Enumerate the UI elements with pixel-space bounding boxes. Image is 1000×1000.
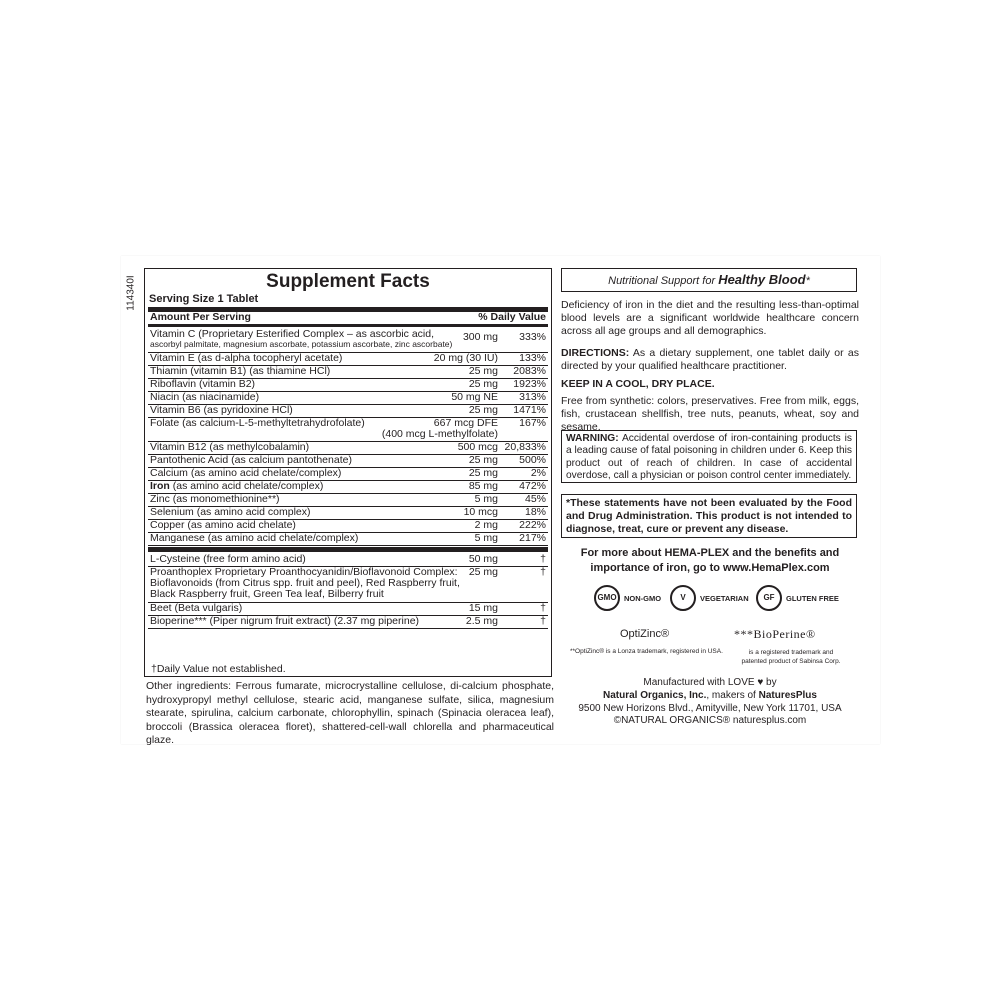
amount-header: Amount Per Serving <box>150 311 251 323</box>
bioperine-logo: ***BioPerine® <box>734 627 816 641</box>
nutrient-name: Copper (as amino acid chelate) <box>150 519 296 531</box>
nutrient-row <box>148 519 548 533</box>
other-ingredients: Other ingredients: Ferrous fumarate, microcrystalline cellulose, di-calcium phosphate, hydroxypropyl methyl cellulose, stearic acid, manganese sulfate, silica, magnesium stearate, spirulina, calcium carbonate, chlorophyllin, spinach (Spinacia oleracea leaf), broccoli (Brassica oleracea floret), shattered-cell-wall chlorella and pharmaceutical glaze. <box>146 680 554 746</box>
nutrient-name: Riboflavin (vitamin B2) <box>150 378 256 390</box>
nutrient-amount: 300 mg <box>462 331 498 343</box>
nutrient-dv: 18% <box>524 506 546 518</box>
nutrient-name: Thiamin (vitamin B1) (as thiamine HCl) <box>150 365 331 377</box>
nutrient-amount: 20 mg (30 IU) <box>433 352 498 364</box>
ingredient-name: Bioperine*** (Piper nigrum fruit extract) (2.37 mg piperine) <box>150 615 420 627</box>
ingredient-name: L-Cysteine (free form amino acid) <box>150 553 306 565</box>
ingredient-dv: † <box>540 553 546 565</box>
gluten-free-label: GLUTEN FREE <box>786 594 839 603</box>
nutrient-amount: 5 mg <box>474 493 498 505</box>
nutrient-dv: 2% <box>530 467 546 479</box>
fda-disclaimer: *These statements have not been evaluated by the Food and Drug Administration. This product is not intended to diagnose, treat, cure or prevent any disease. <box>561 494 857 538</box>
ingredient-row <box>148 566 548 603</box>
serving-size: Serving Size 1 Tablet <box>149 293 259 305</box>
vegetarian-label: VEGETARIAN <box>700 594 749 603</box>
ingredient-dv: † <box>540 566 546 578</box>
nutrient-amount: 10 mcg <box>463 506 498 518</box>
nutrient-row <box>148 391 548 405</box>
nutrient-dv: 222% <box>519 519 546 531</box>
nutrient-row <box>148 378 548 392</box>
nutrient-name: Vitamin E (as d-alpha tocopheryl acetate) <box>150 352 343 364</box>
nutrient-amount: 50 mg NE <box>451 391 498 403</box>
warning-box: WARNING: Accidental overdose of iron-containing products is a leading cause of fatal poisoning in children under 6. Keep this product out of reach of children. In case of accidental overdose, call a physician or poison control center immediately. <box>561 430 857 483</box>
nutrient-row <box>148 506 548 520</box>
nutrient-name: Vitamin B6 (as pyridoxine HCl) <box>150 404 293 416</box>
nutrient-dv: 1471% <box>513 404 546 416</box>
nutrient-name: Vitamin B12 (as methylcobalamin) <box>150 441 310 453</box>
nutrient-amount: 25 mg <box>468 378 498 390</box>
nutrient-name: Niacin (as niacinamide) <box>150 391 260 403</box>
nutrient-amount: 500 mcg <box>457 441 498 453</box>
supplement-facts-panel <box>144 268 552 677</box>
nutrient-row <box>148 480 548 494</box>
nutrient-dv: 217% <box>519 532 546 544</box>
nutrient-name: Vitamin C (Proprietary Esterified Complex – as ascorbic acid, <box>150 328 434 340</box>
nutrient-row <box>148 454 548 468</box>
nutrient-dv: 313% <box>519 391 546 403</box>
non-gmo-icon: GMO <box>594 585 620 611</box>
ingredient-dv: † <box>540 615 546 627</box>
free-from-text: Free from synthetic: colors, preservatives. Free from milk, eggs, fish, crustacean shellfish, tree nuts, peanuts, wheat, soy and sesame. <box>561 395 859 434</box>
ingredient-name: Beet (Beta vulgaris) <box>150 602 243 614</box>
nutrient-row <box>148 328 548 353</box>
nutrient-amount: 5 mg <box>474 532 498 544</box>
lot-code: 114340I <box>125 275 137 311</box>
nutrient-amount: 667 mcg DFE <box>433 417 498 429</box>
nutrient-row <box>148 467 548 481</box>
intro-text: Deficiency of iron in the diet and the resulting less-than-optimal blood levels are a significant worldwide healthcare concern across all age groups and all demographics. <box>561 299 859 338</box>
ingredient-name: Proanthoplex Proprietary Proanthocyanidin/Bioflavonoid Complex: <box>150 566 458 578</box>
nutrient-dv: 133% <box>519 352 546 364</box>
directions: DIRECTIONS: As a dietary supplement, one tablet daily or as directed by your qualified healthcare practitioner. <box>561 347 859 373</box>
ingredient-dv: † <box>540 602 546 614</box>
vegetarian-icon: V <box>670 585 696 611</box>
nutrient-dv: 20,833% <box>504 441 546 453</box>
nutrient-dv: 1923% <box>513 378 546 390</box>
nutrient-name: Iron (as amino acid chelate/complex) <box>150 480 324 492</box>
nutrient-name: Selenium (as amino acid complex) <box>150 506 311 518</box>
divider-medium <box>148 324 548 327</box>
nutrient-name: Calcium (as amino acid chelate/complex) <box>150 467 342 479</box>
ingredient-row <box>148 615 548 629</box>
ingredient-amount: 15 mg <box>468 602 498 614</box>
more-info: For more about HEMA-PLEX and the benefits and importance of iron, go to www.HemaPlex.com <box>580 547 840 574</box>
bioperine-note: is a registered trademark and patented product of Sabinsa Corp. <box>741 649 841 665</box>
optizinc-logo: OptiZinc® <box>620 628 670 640</box>
nutrient-row <box>148 404 548 418</box>
nutrient-amount-detail: (400 mcg L-methylfolate) <box>381 428 498 440</box>
nutrient-row <box>148 365 548 379</box>
nutrient-source: ascorbyl palmitate, magnesium ascorbate, potassium ascorbate, zinc ascorbate) <box>150 339 453 349</box>
ingredient-amount: 2.5 mg <box>465 615 498 627</box>
claim-box: Nutritional Support for Healthy Blood* <box>561 268 857 292</box>
nutrient-amount: 25 mg <box>468 467 498 479</box>
facts-title: Supplement Facts <box>266 271 430 292</box>
nutrient-dv: 472% <box>519 480 546 492</box>
nutrient-amount: 2 mg <box>474 519 498 531</box>
nutrient-dv: 45% <box>524 493 546 505</box>
ingredient-amount: 50 mg <box>468 553 498 565</box>
optizinc-note: **OptiZinc® is a Lonza trademark, registered in USA. <box>570 648 723 655</box>
nutrient-row <box>148 441 548 455</box>
nutrient-dv: 167% <box>519 417 546 429</box>
certification-badges <box>594 585 839 615</box>
nutrient-amount: 25 mg <box>468 404 498 416</box>
storage-instructions: KEEP IN A COOL, DRY PLACE. <box>561 378 715 390</box>
nutrient-name: Zinc (as monomethionine**) <box>150 493 280 505</box>
nutrient-name-bold: Iron <box>150 480 170 492</box>
nutrient-name: Pantothenic Acid (as calcium pantothenate) <box>150 454 352 466</box>
ingredient-amount: 25 mg <box>468 566 498 578</box>
manufacturer-info: Manufactured with LOVE ♥ by Natural Organics, Inc., makers of NaturesPlus 9500 New Horizons Blvd., Amityville, New York 11701, USA ©NATURAL ORGANICS® naturesplus.com <box>578 677 842 727</box>
nutrient-row <box>148 352 548 366</box>
divider-thick <box>148 547 548 552</box>
nutrient-amount: 85 mg <box>468 480 498 492</box>
nutrient-row <box>148 417 548 442</box>
nutrient-name: Folate (as calcium-L-5-methyltetrahydrofolate) <box>150 417 365 429</box>
nutrient-amount: 25 mg <box>468 454 498 466</box>
nutrient-amount: 25 mg <box>468 365 498 377</box>
nutrient-dv: 500% <box>519 454 546 466</box>
ingredient-detail: Bioflavonoids (from Citrus spp. fruit and peel), Red Raspberry fruit, <box>150 577 460 589</box>
nutrient-dv: 333% <box>519 331 546 343</box>
gluten-free-icon: GF <box>756 585 782 611</box>
nutrient-row <box>148 532 548 546</box>
ingredient-row <box>148 602 548 616</box>
non-gmo-label: NON-GMO <box>624 594 662 603</box>
dv-header: % Daily Value <box>478 311 546 323</box>
ingredient-row <box>148 553 548 567</box>
nutrient-name: Manganese (as amino acid chelate/complex) <box>150 532 359 544</box>
nutrient-row <box>148 493 548 507</box>
ingredient-detail: Black Raspberry fruit, Green Tea leaf, Bilberry fruit <box>150 588 384 600</box>
nutrient-dv: 2083% <box>513 365 546 377</box>
dv-footnote: †Daily Value not established. <box>151 663 286 675</box>
